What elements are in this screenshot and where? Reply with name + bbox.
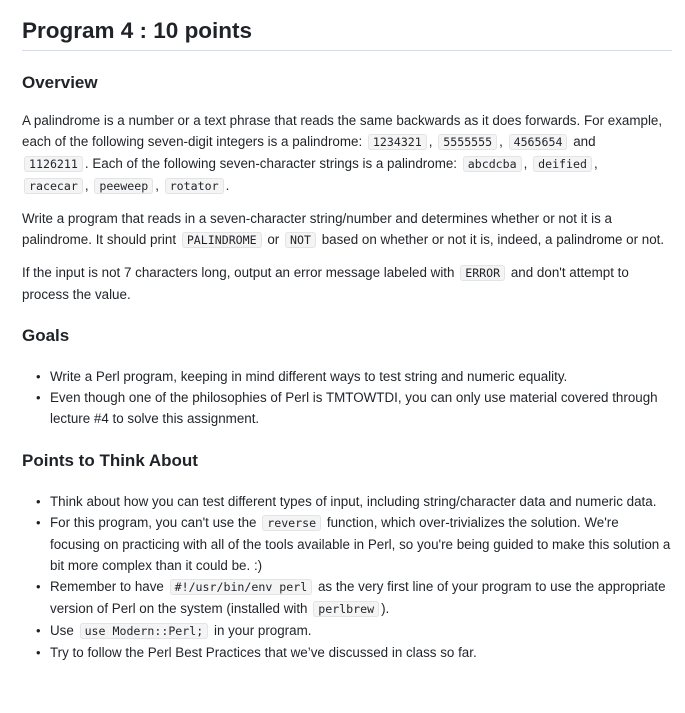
list-item (36, 620, 672, 642)
code-reverse: reverse (262, 515, 321, 531)
separator: . (225, 178, 230, 193)
paragraph-text: A palindrome is a number or a text phrase that reads the same backwards as it does forwards. For example, each of the following seven-digit integers is a palindrome: (22, 113, 663, 149)
list-item-text: Think about how you can test different types of input, including string/character data and numeric data. (50, 494, 657, 509)
points-list (22, 491, 672, 663)
list-item-text: function, which over-trivializes the solution. We're focusing on practicing with all of the tools available in Perl, so you're being guided to make this solution a bit more complex than it could be. :) (50, 515, 671, 573)
separator: , (499, 134, 503, 149)
paragraph-text: or (267, 232, 280, 247)
bullet-icon: • (36, 369, 41, 384)
list-item-text: in your program. (213, 623, 312, 638)
list-item-text: Remember to have (50, 579, 164, 594)
list-item-text: Even though one of the philosophies of Perl is TMTOWTDI, you can only use material covered through lecture #4 to solve this assignment. (50, 390, 658, 426)
list-item (36, 576, 672, 620)
list-item-text: Use (50, 623, 74, 638)
overview-paragraph-task (22, 208, 672, 251)
code-racecar: racecar (24, 178, 83, 194)
bullet-icon: • (36, 494, 41, 509)
bullet-icon: • (36, 623, 41, 638)
code-1234321: 1234321 (368, 134, 427, 150)
list-item (36, 512, 672, 576)
code-rotator: rotator (165, 178, 224, 194)
list-item-text: Write a Perl program, keeping in mind different ways to test string and numeric equality. (50, 369, 568, 384)
paragraph-text: If the input is not 7 characters long, output an error message labeled with (22, 265, 455, 280)
bullet-icon: • (36, 645, 41, 660)
list-item (36, 642, 672, 663)
code-5555555: 5555555 (438, 134, 497, 150)
paragraph-text: Write a program that reads in a seven-character string/number and determines whether or not it is a palindrome. It should print (22, 211, 612, 247)
goals-heading: Goals (22, 326, 70, 345)
separator: , (155, 178, 159, 193)
code-shebang: #!/usr/bin/env perl (170, 579, 313, 595)
code-peeweep: peeweep (94, 178, 153, 194)
list-item (36, 387, 672, 429)
paragraph-text: and (573, 134, 596, 149)
separator: , (523, 156, 528, 171)
code-deified: deified (533, 156, 592, 172)
points-heading: Points to Think About (22, 451, 198, 470)
list-item (36, 366, 672, 387)
code-abcdcba: abcdcba (463, 156, 522, 172)
list-item-text: ). (381, 601, 390, 616)
code-use-modern-perl: use Modern::Perl; (80, 623, 209, 639)
paragraph-text: . Each of the following seven-character strings is a palindrome: (84, 156, 458, 171)
page-title: Program 4 : 10 points (22, 14, 672, 51)
code-1126211: 1126211 (24, 156, 83, 172)
overview-heading: Overview (22, 73, 98, 92)
list-item-text: For this program, you can't use the (50, 515, 257, 530)
list-item-text: as the very first line of your program to use the appropriate version of Perl on the system (installed with (50, 579, 666, 616)
bullet-icon: • (36, 390, 41, 405)
separator: , (428, 134, 433, 149)
bullet-icon: • (36, 515, 41, 530)
paragraph-text: based on whether or not it is, indeed, a palindrome or not. (321, 232, 665, 247)
paragraph-text: and don't attempt to process the value. (22, 265, 629, 302)
overview-paragraph-palindrome-definition (22, 110, 672, 197)
code-perlbrew: perlbrew (313, 601, 379, 617)
separator: , (593, 156, 598, 171)
list-item (36, 491, 672, 512)
code-palindrome: PALINDROME (182, 232, 262, 248)
separator: , (84, 178, 89, 193)
bullet-icon: • (36, 579, 41, 594)
code-4565654: 4565654 (509, 134, 568, 150)
code-not: NOT (285, 232, 316, 248)
overview-paragraph-error (22, 262, 672, 305)
code-error: ERROR (460, 265, 505, 281)
list-item-text: Try to follow the Perl Best Practices that we’ve discussed in class so far. (50, 645, 477, 660)
goals-list (22, 366, 672, 429)
